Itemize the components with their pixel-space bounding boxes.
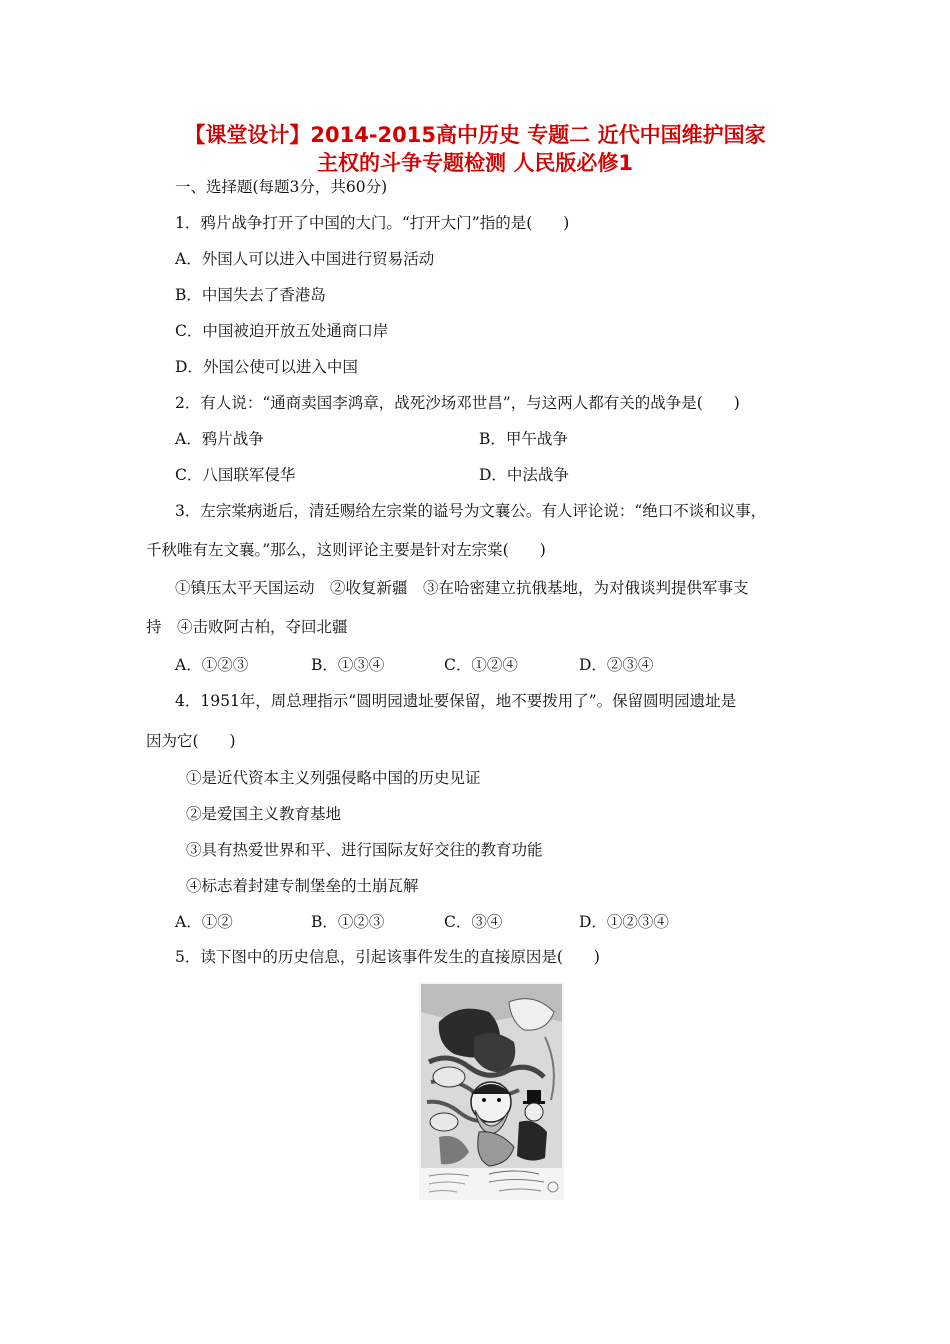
question-2-stem: 2．有人说：“通商卖国李鸿章，战死沙场邓世昌”，与这两人都有关的战争是( ) xyxy=(175,394,740,412)
document-title-line1: 【课堂设计】2014-2015高中历史 专题二 近代中国维护国家 xyxy=(184,123,766,147)
question-5-stem: 5．读下图中的历史信息，引起该事件发生的直接原因是( ) xyxy=(175,948,600,966)
question-3-items-line2: 持 ④击败阿古柏，夺回北疆 xyxy=(146,618,348,636)
question-4-option-d: D．①②③④ xyxy=(579,913,669,931)
question-1-option-a: A．外国人可以进入中国进行贸易活动 xyxy=(175,250,435,268)
question-4-item-4: ④标志着封建专制堡垒的土崩瓦解 xyxy=(186,877,419,895)
question-2-option-b: B．甲午战争 xyxy=(479,430,568,448)
question-4-stem-line2: 因为它( ) xyxy=(146,732,236,750)
question-2-option-d: D．中法战争 xyxy=(479,466,569,484)
question-3-items-line1: ①镇压太平天国运动 ②收复新疆 ③在哈密建立抗俄基地，为对俄谈判提供军事支 xyxy=(175,579,749,597)
question-1-stem: 1．鸦片战争打开了中国的大门。“打开大门”指的是( ) xyxy=(175,214,570,232)
question-4-item-2: ②是爱国主义教育基地 xyxy=(186,805,342,823)
question-4-option-c: C．③④ xyxy=(444,913,503,931)
question-4-item-1: ①是近代资本主义列强侵略中国的历史见证 xyxy=(186,769,481,787)
question-1-option-c: C．中国被迫开放五处通商口岸 xyxy=(175,322,389,340)
question-4-stem-line1: 4．1951年，周总理指示“圆明园遗址要保留，地不要拨用了”。保留圆明园遗址是 xyxy=(175,692,737,710)
question-1-option-b: B．中国失去了香港岛 xyxy=(175,286,326,304)
question-3-option-a: A．①②③ xyxy=(175,656,249,674)
question-3-option-d: D．②③④ xyxy=(579,656,654,674)
question-3-stem-line2: 千秋唯有左文襄。”那么，这则评论主要是针对左宗棠( ) xyxy=(146,541,546,559)
question-4-option-b: B．①②③ xyxy=(311,913,385,931)
question-3-option-b: B．①③④ xyxy=(311,656,385,674)
question-2-option-a: A．鸦片战争 xyxy=(175,430,264,448)
question-1-option-d: D．外国公使可以进入中国 xyxy=(175,358,358,376)
section-heading: 一、选择题(每题3分，共60分) xyxy=(175,178,388,196)
question-4-item-3: ③具有热爱世界和平、进行国际友好交往的教育功能 xyxy=(186,841,543,859)
question-3-stem-line1: 3．左宗棠病逝后，清廷赐给左宗棠的谥号为文襄公。有人评论说：“绝口不谈和议事， xyxy=(175,502,767,520)
question-4-option-a: A．①② xyxy=(175,913,233,931)
document-title-line2: 主权的斗争专题检测 人民版必修1 xyxy=(317,151,633,175)
historical-cartoon-image xyxy=(419,982,564,1200)
question-3-option-c: C．①②④ xyxy=(444,656,518,674)
question-2-option-c: C．八国联军侵华 xyxy=(175,466,296,484)
